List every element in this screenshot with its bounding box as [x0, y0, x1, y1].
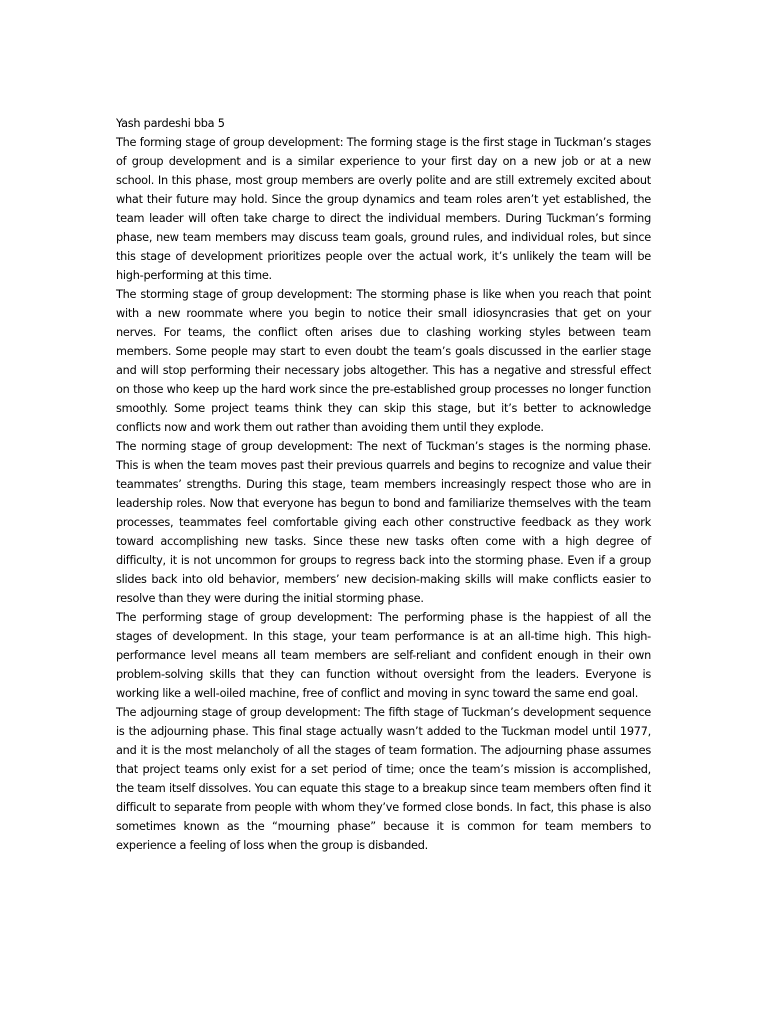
paragraph-norming-stage: The norming stage of group development: The next of Tuckman’s stages is the norming phase. This is when the team moves past their previous quarrels and begins to recognize and value their teammates’ strengths. During this stage, team members increasingly respect those who are in leadership roles. Now that everyone has begun to bond and familiarize themselves with the team processes, teammates feel comfortable giving each other constructive feedback as they work toward accomplishing new tasks. Since these new tasks often come with a high degree of difficulty, it is not uncommon for groups to regress back into the storming phase. Even if a group slides back into old behavior, members’ new decision-making skills will make conflicts easier to resolve than they were during the initial storming phase. [116, 440, 651, 605]
document-body [116, 114, 651, 855]
paragraph-forming-stage: The forming stage of group development: The forming stage is the first stage in Tuckman’s stages of group development and is a similar experience to your first day on a new job or at a new school. In this phase, most group members are overly polite and are still extremely excited about what their future may hold. Since the group dynamics and team roles aren’t yet established, the team leader will often take charge to direct the individual members. During Tuckman’s forming phase, new team members may discuss team goals, ground rules, and individual roles, but since this stage of development prioritizes people over the actual work, it’s unlikely the team will be high-performing at this time. [116, 136, 651, 282]
paragraph-storming-stage: The storming stage of group development: The storming phase is like when you reach that point with a new roommate where you begin to notice their small idiosyncrasies that get on your nerves. For teams, the conflict often arises due to clashing working styles between team members. Some people may start to even doubt the team’s goals discussed in the earlier stage and will stop performing their necessary jobs altogether. This has a negative and stressful effect on those who keep up the hard work since the pre-established group processes no longer function smoothly. Some project teams think they can skip this stage, but it’s better to acknowledge conflicts now and work them out rather than avoiding them until they explode. [116, 288, 651, 434]
document-header: Yash pardeshi bba 5 [116, 117, 225, 130]
paragraph-performing-stage: The performing stage of group development: The performing phase is the happiest of all the stages of development. In this stage, your team performance is at an all-time high. This high-performance level means all team members are self-reliant and confident enough in their own problem-solving skills that they can function without oversight from the leaders. Everyone is working like a well-oiled machine, free of conflict and moving in sync toward the same end goal. [116, 611, 651, 700]
paragraph-adjourning-stage: The adjourning stage of group development: The fifth stage of Tuckman’s development sequence is the adjourning phase. This final stage actually wasn’t added to the Tuckman model until 1977, and it is the most melancholy of all the stages of team formation. The adjourning phase assumes that project teams only exist for a set period of time; once the team’s mission is accomplished, the team itself dissolves. You can equate this stage to a breakup since team members often find it difficult to separate from people with whom they’ve formed close bonds. In fact, this phase is also sometimes known as the “mourning phase” because it is common for team members to experience a feeling of loss when the group is disbanded. [116, 706, 651, 852]
